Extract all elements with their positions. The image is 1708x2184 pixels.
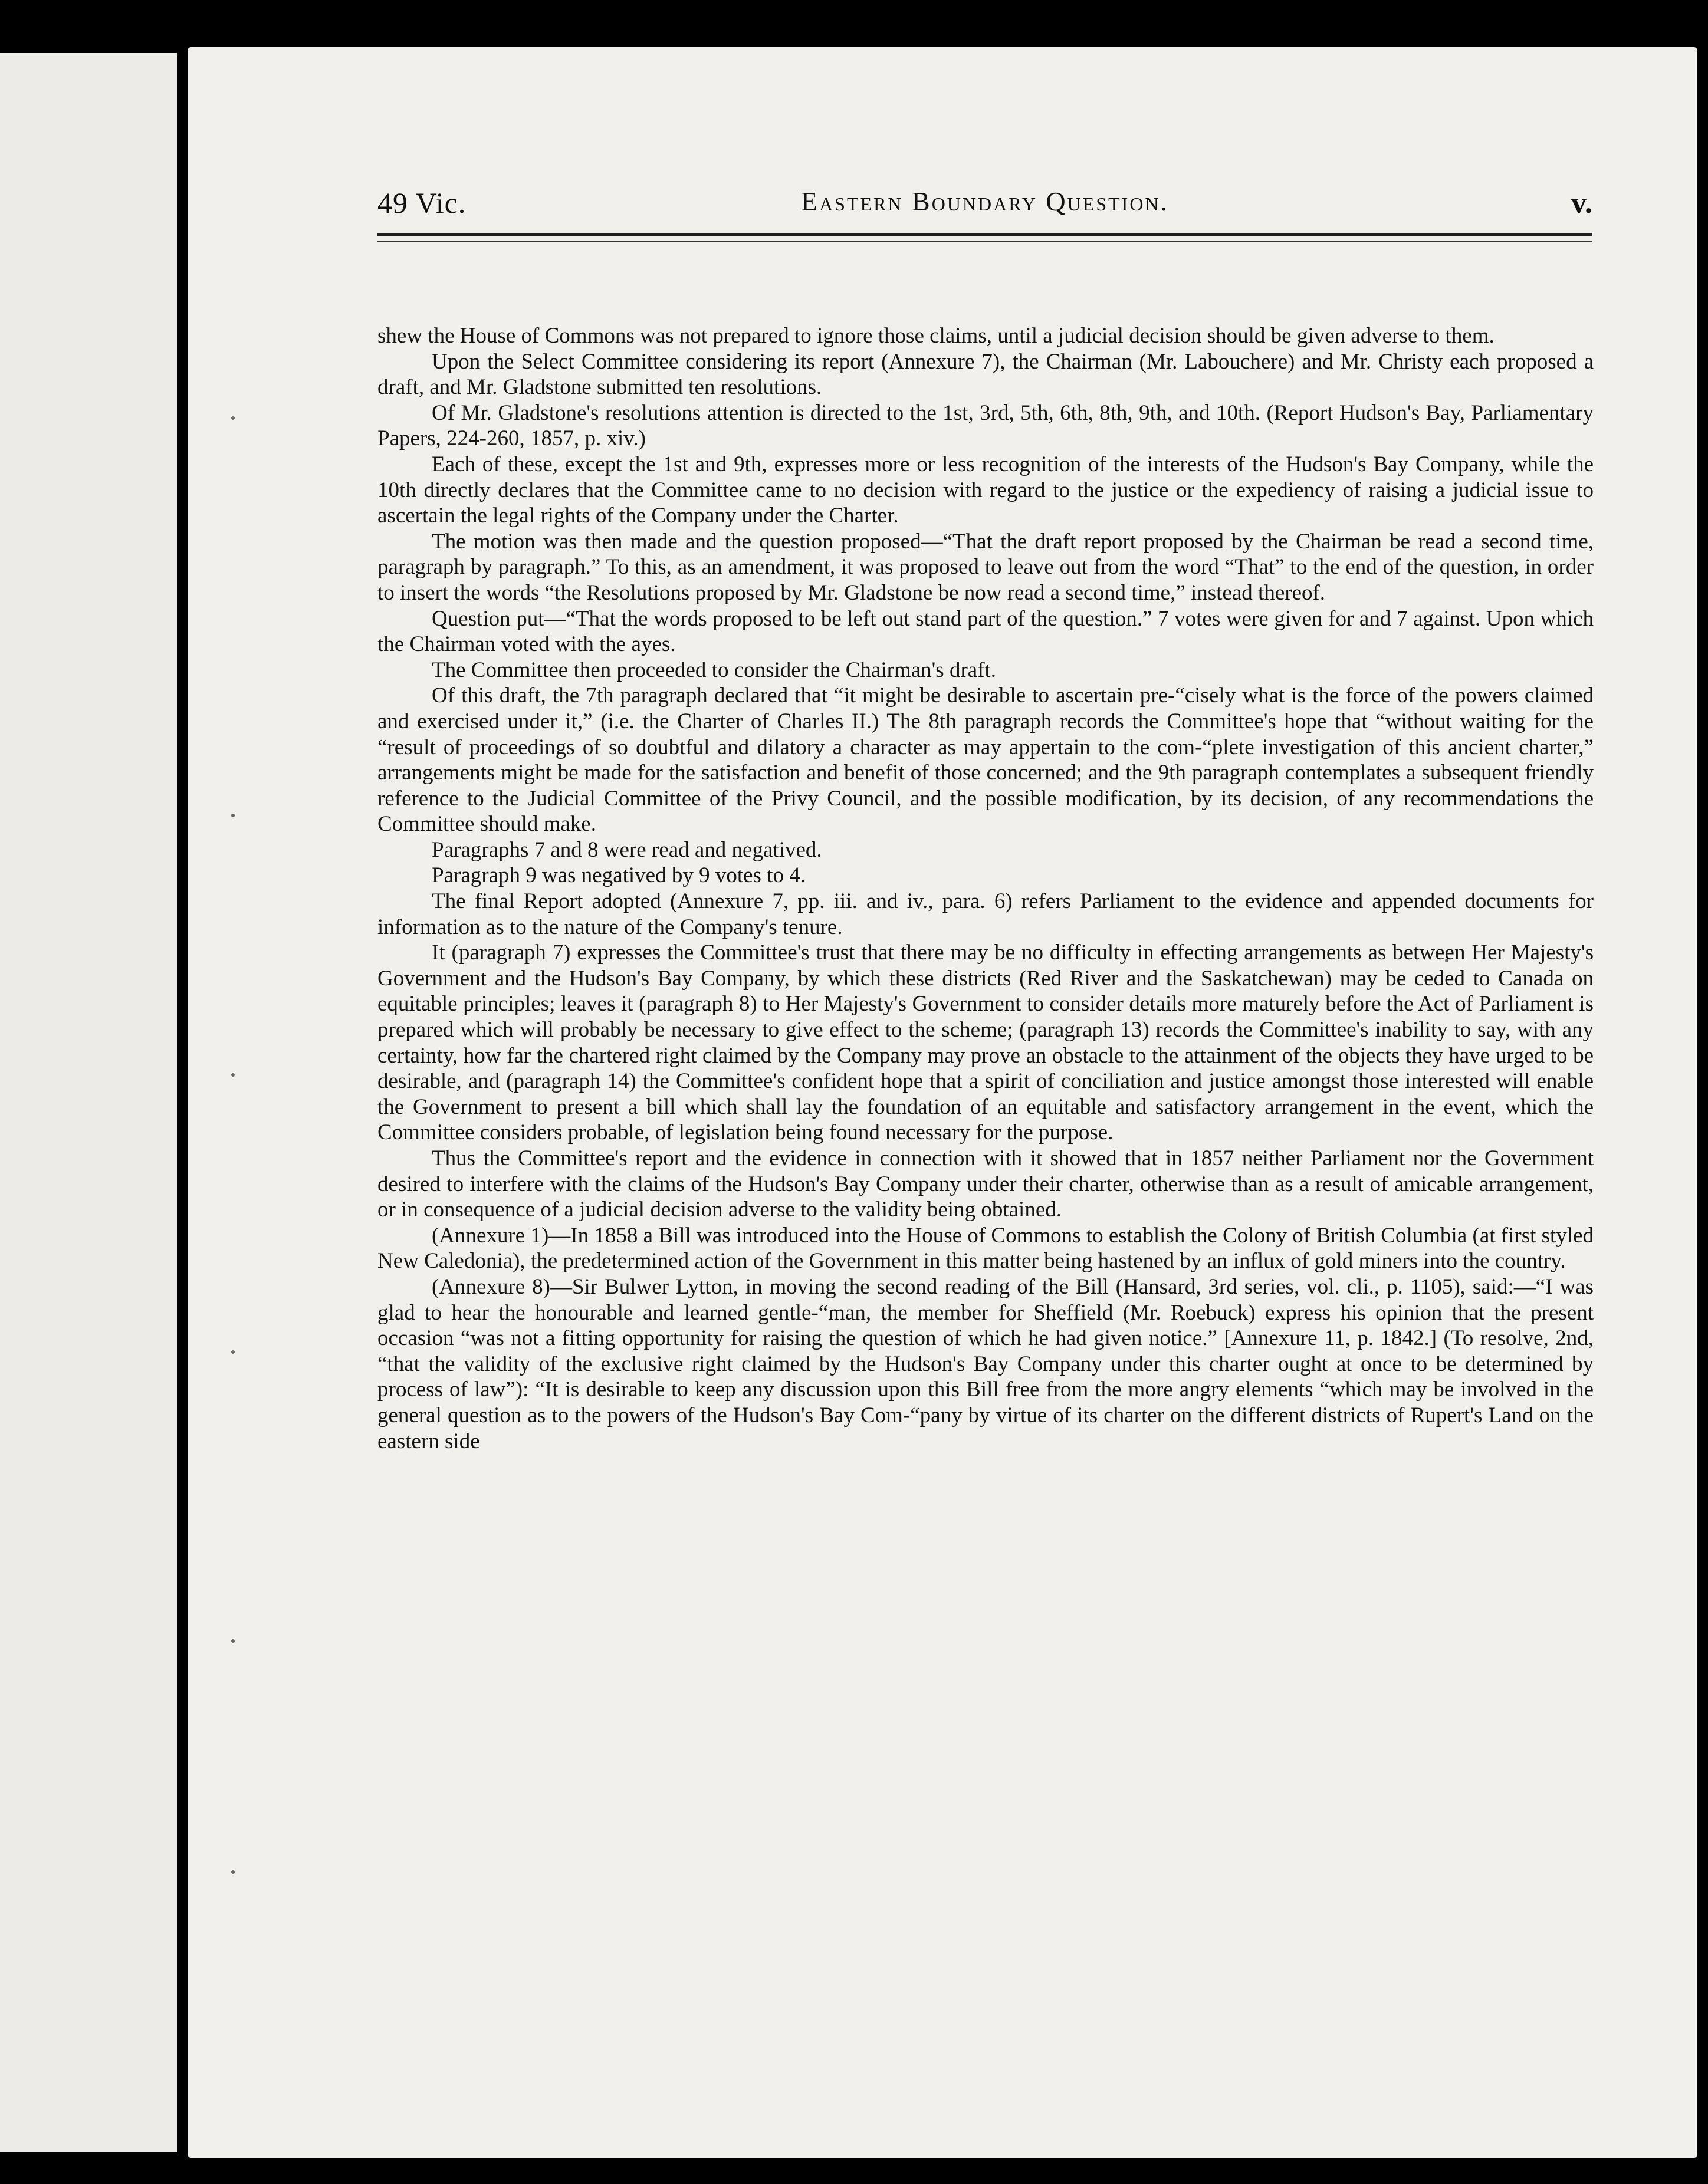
paragraph: The Committee then proceeded to consider the Chairman's draft. [432,657,997,682]
margin-mark [231,1639,235,1643]
paragraph: shew the House of Commons was not prepared to ignore those claims, until a judicial decision should be given adverse to them. [377,324,1494,348]
margin-mark [231,814,235,817]
paragraph: The motion was then made and the question proposed—“That the draft report proposed by the Chairman be read a second time, paragraph by paragraph.” To this, as an amendment, it was proposed to leave out from the word “That” to the end of the question, in order to insert the words “the Resolutions proposed by Mr. Gladstone be now read a second time,” instead thereof. [377,529,1594,605]
margin-mark [231,1350,235,1354]
paragraph: (Annexure 1)—In 1858 a Bill was introduced into the House of Commons to establish the Colony of British Columbia (at first styled New Caledonia), the predetermined action of the Government in this matter being hastened by an influx of gold miners into the country. [377,1223,1594,1274]
header-rule-thin [377,241,1592,242]
paragraph: Of Mr. Gladstone's resolutions attention is directed to the 1st, 3rd, 5th, 6th, 8th, 9th, and 10th. (Report Hudson's Bay, Parliamentary Papers, 224-260, 1857, p. xiv.) [377,400,1594,451]
paragraph: Upon the Select Committee considering its report (Annexure 7), the Chairman (Mr. Labouchere) and Mr. Christy each proposed a draft, and Mr. Gladstone submitted ten resolutions. [377,349,1594,400]
paragraph: Paragraphs 7 and 8 were read and negatived. [432,837,822,862]
facing-page-edge [0,53,177,2152]
page-number: v. [1571,186,1592,220]
paragraph: Thus the Committee's report and the evidence in connection with it showed that in 1857 neither Parliament nor the Government desired to interfere with the claims of the Hudson's Bay Company under their charter, otherwise than as a result of amicable arrangement, or in consequence of a judicial decision adverse to the validity being obtained. [377,1146,1594,1222]
paragraph: (Annexure 8)—Sir Bulwer Lytton, in moving the second reading of the Bill (Hansard, 3rd series, vol. cli., p. 1105), said:—“I was glad to hear the honourable and learned gentle-“man, the member for Sheffield (Mr. Roebuck) express his opinion that the present occasion “was not a fitting opportunity for raising the question of which he had given notice.” [Annexure 11, p. 1842.] (To resolve, 2nd, “that the validity of the exclusive right claimed by the Hudson's Bay Company under this charter ought at once to be determined by process of law”): “It is desirable to keep any discussion upon this Bill free from the more angry elements “which may be involved in the general question as to the powers of the Hudson's Bay Com-“pany by virtue of its charter on the different districts of Rupert's Land on the eastern side [377,1274,1594,1453]
header-rule-thick [377,233,1592,236]
margin-mark [231,1870,235,1874]
body-text [377,323,1594,1454]
margin-mark [231,416,235,420]
paragraph: Of this draft, the 7th paragraph declared that “it might be desirable to ascertain pre-“cisely what is the force of the powers claimed and exercised under it,” (i.e. the Charter of Charles II.) The 8th paragraph records the Committee's hope that “without waiting for the “result of proceedings of so doubtful and dilatory a character as may appertain to the com-“plete investigation of this ancient charter,” arrangements might be made for the satisfaction and benefit of those concerned; and the 9th paragraph contemplates a subsequent friendly reference to the Judicial Committee of the Privy Council, and the possible modification, by its decision, of any recommendations the Committee should make. [377,683,1594,837]
paragraph: Each of these, except the 1st and 9th, expresses more or less recognition of the interests of the Hudson's Bay Company, while the 10th directly declares that the Committee came to no decision with regard to the justice or the expediency of raising a judicial issue to ascertain the legal rights of the Company under the Charter. [377,452,1594,528]
paragraph: Paragraph 9 was negatived by 9 votes to 4. [432,863,806,888]
margin-mark [231,1073,235,1077]
paragraph: Question put—“That the words proposed to be left out stand part of the question.” 7 votes were given for and 7 against. Upon which the Chairman voted with the ayes. [377,606,1594,657]
running-title: Eastern Boundary Question. [800,186,1170,216]
session-label: 49 Vic. [377,186,467,219]
paragraph: The final Report adopted (Annexure 7, pp. iii. and iv., para. 6) refers Parliament to the evidence and appended documents for information as to the nature of the Company's tenure. [377,889,1594,939]
running-header [377,186,1592,251]
paragraph: It (paragraph 7) expresses the Committee's trust that there may be no difficulty in effecting arrangements as between Her Majesty's Government and the Hudson's Bay Company, by which these districts (Red River and the Saskatchewan) may be ceded to Canada on equitable principles; leaves it (paragraph 8) to Her Majesty's Government to consider details more maturely before the Act of Parliament is prepared which will probably be necessary to give effect to the scheme; (paragraph 13) records the Committee's inability to say, with any certainty, how far the chartered right claimed by the Company may prove an obstacle to the attainment of the objects they have urged to be desirable, and (paragraph 14) the Committee's confident hope that a spirit of conciliation and justice amongst those interested will enable the Government to present a bill which shall lay the foundation of an equitable and satisfactory arrangement in the event, which the Committee considers probable, of legislation being found necessary for the purpose. [377,940,1594,1145]
